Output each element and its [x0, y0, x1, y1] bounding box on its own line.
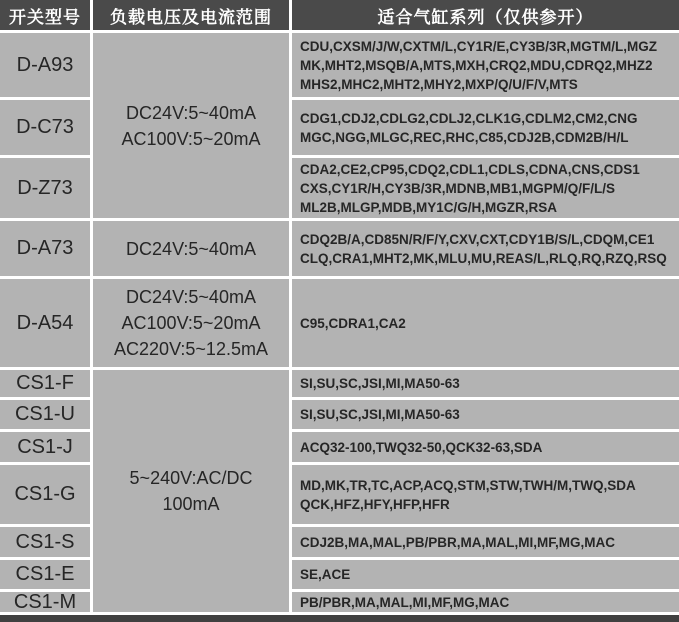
voltage-cell-group-cs1 — [93, 370, 289, 612]
model-cell-cs1-u: CS1-U — [0, 400, 90, 429]
series-cell-cs1-m — [292, 592, 679, 612]
series-line: QCK,HFZ,HFY,HFP,HFR — [300, 496, 450, 512]
voltage-line: AC220V:5~12.5mA — [114, 339, 268, 359]
series-cell-cs1-f — [292, 370, 679, 397]
series-cell-cs1-u — [292, 400, 679, 429]
series-line: MK,MHT2,MSQB/A,MTS,MXH,CRQ2,MDU,CDRQ2,MHZ2 — [300, 57, 653, 73]
series-line: C95,CDRA1,CA2 — [300, 315, 406, 331]
header-cell-switch-model: 开关型号 — [0, 0, 90, 30]
series-line: SI,SU,SC,JSI,MI,MA50-63 — [300, 376, 460, 391]
model-cell-d-a54: D-A54 — [0, 279, 90, 367]
series-cell-d-a93 — [292, 33, 679, 97]
series-cell-cs1-g — [292, 465, 679, 524]
series-line: ML2B,MLGP,MDB,MY1C/G/H,MGZR,RSA — [300, 199, 558, 215]
model-cell-cs1-j: CS1-J — [0, 432, 90, 462]
series-line: CDG1,CDJ2,CDLG2,CDLJ2,CLK1G,CDLM2,CM2,CNG — [300, 110, 638, 126]
series-cell-d-c73 — [292, 100, 679, 155]
model-cell-cs1-m: CS1-M — [0, 592, 90, 612]
voltage-cell-d-a73 — [93, 221, 289, 276]
voltage-line: DC24V:5~40mA — [126, 102, 256, 123]
series-line: CXS,CY1R/H,CY3B/3R,MDNB,MB1,MGPM/Q/F/L/S — [300, 180, 616, 196]
model-cell-cs1-f: CS1-F — [0, 370, 90, 397]
voltage-cell-d-a54 — [93, 279, 289, 367]
voltage-cell-group-a93-z73 — [93, 33, 289, 218]
voltage-line: DC24V:5~40mA — [126, 287, 256, 307]
voltage-line: DC24V:5~40mA — [126, 238, 256, 259]
series-line: CDQ2B/A,CD85N/R/F/Y,CXV,CXT,CDY1B/S/L,CDQM,CE1 — [300, 231, 655, 247]
voltage-line: AC100V:5~20mA — [121, 128, 261, 149]
series-line: CLQ,CRA1,MHT2,MK,MLU,MU,REAS/L,RLQ,RQ,RZQ,RSQ — [300, 250, 667, 266]
series-line: SE,ACE — [300, 567, 351, 582]
voltage-line: 5~240V:AC/DC — [129, 468, 253, 488]
model-cell-d-z73: D-Z73 — [0, 158, 90, 218]
series-cell-d-z73 — [292, 158, 679, 218]
series-line: CDU,CXSM/J/W,CXTM/L,CY1R/E,CY3B/3R,MGTM/L,MGZ — [300, 38, 658, 54]
model-cell-d-a93: D-A93 — [0, 33, 90, 97]
series-cell-d-a54 — [292, 279, 679, 367]
series-line: MD,MK,TR,TC,ACP,ACQ,STM,STW,TWH/M,TWQ,SDA — [300, 477, 636, 493]
series-line: PB/PBR,MA,MAL,MI,MF,MG,MAC — [300, 594, 510, 610]
series-line: MGC,NGG,MLGC,REC,RHC,C85,CDJ2B,CDM2B/H/L — [300, 129, 629, 145]
model-cell-cs1-e: CS1-E — [0, 560, 90, 589]
model-cell-d-a73: D-A73 — [0, 221, 90, 276]
voltage-line: AC100V:5~20mA — [121, 313, 261, 333]
series-line: ACQ32-100,TWQ32-50,QCK32-63,SDA — [300, 439, 543, 455]
series-cell-cs1-s — [292, 527, 679, 557]
series-line: CDJ2B,MA,MAL,PB/PBR,MA,MAL,MI,MF,MG,MAC — [300, 534, 615, 550]
series-line: MHS2,MHC2,MHT2,MHY2,MXP/Q/U/F/V,MTS — [300, 76, 578, 92]
series-cell-d-a73 — [292, 221, 679, 276]
series-cell-cs1-j — [292, 432, 679, 462]
model-cell-cs1-g: CS1-G — [0, 465, 90, 524]
series-cell-cs1-e — [292, 560, 679, 589]
model-cell-cs1-s: CS1-S — [0, 527, 90, 557]
bottom-bar — [0, 615, 679, 622]
header-cell-compatible-cylinder-series: 适合气缸系列（仅供参开） — [292, 0, 679, 30]
series-line: SI,SU,SC,JSI,MI,MA50-63 — [300, 407, 460, 422]
model-cell-d-c73: D-C73 — [0, 100, 90, 155]
voltage-line: 100mA — [162, 494, 220, 514]
series-line: CDA2,CE2,CP95,CDQ2,CDL1,CDLS,CDNA,CNS,CDS1 — [300, 161, 640, 177]
header-cell-load-voltage-current: 负载电压及电流范围 — [93, 0, 289, 30]
